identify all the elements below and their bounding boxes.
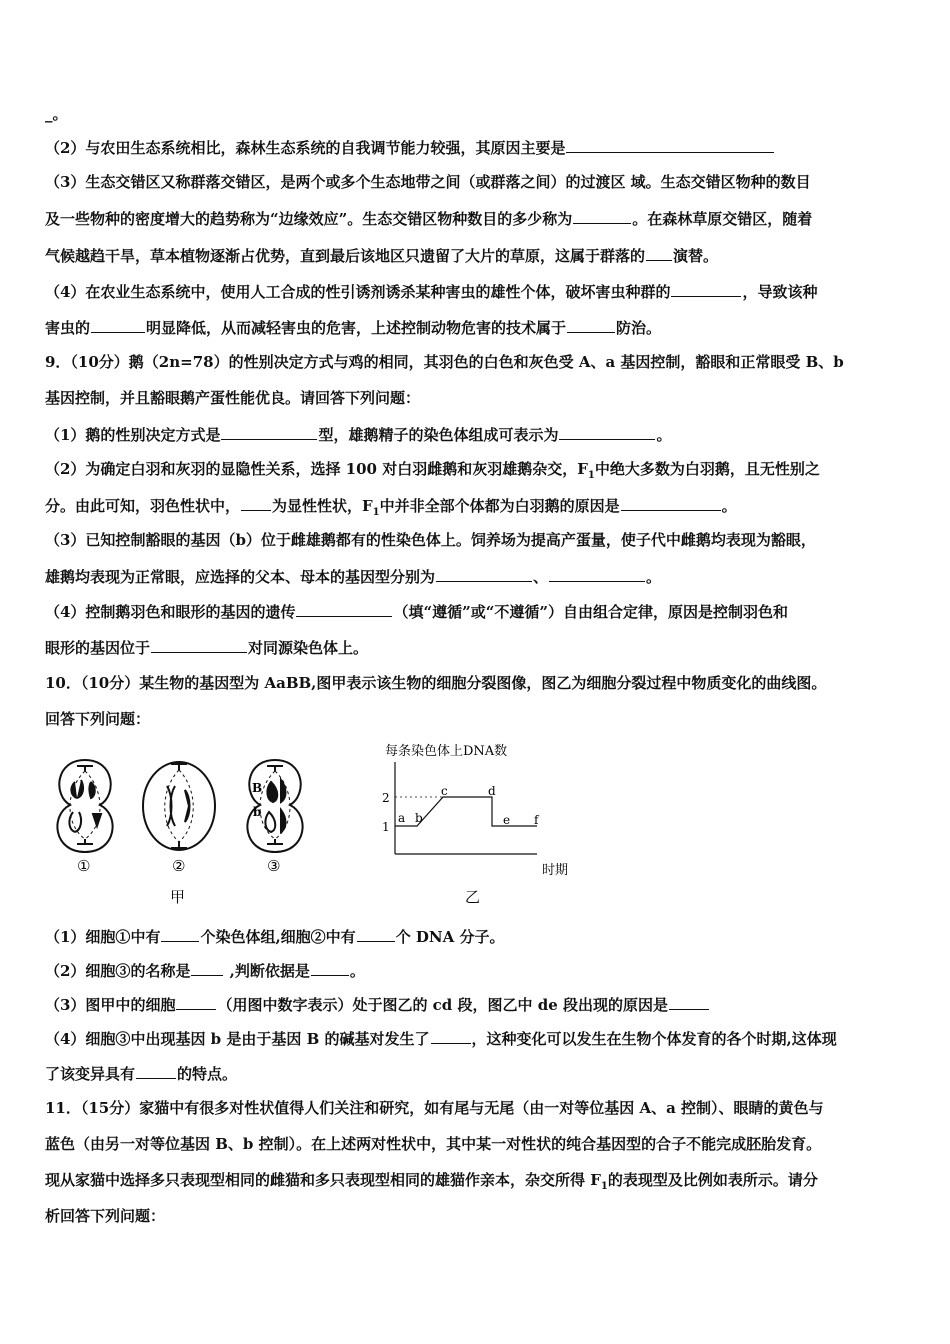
cell-label-1: ① <box>77 857 91 875</box>
graph-y-axis-label: 每条染色体上DNA数 <box>385 744 508 759</box>
answer-blank[interactable] <box>136 1063 176 1079</box>
figure-label-jia: 甲 <box>170 888 186 906</box>
answer-blank[interactable] <box>357 926 395 942</box>
answer-blank[interactable] <box>431 1028 471 1044</box>
question-9-part4b: 眼形的基因位于 对同源染色体上。 <box>45 639 369 657</box>
answer-blank[interactable] <box>296 601 392 617</box>
gene-label-b: b <box>253 805 262 819</box>
question-9-part3b: 雄鹅均表现为正常眼，应选择的父本、母本的基因型分别为 、 。 <box>45 568 662 586</box>
question-9-part3a: （3）已知控制豁眼的基因（b）位于雌雄鹅都有的性染色体上。饲养场为提高产蛋量，使子代中雌鹅均表现为豁眼， <box>45 531 816 549</box>
figure-cell-division <box>45 740 605 910</box>
answer-blank[interactable] <box>549 566 645 582</box>
answer-blank[interactable] <box>559 424 655 440</box>
question-11-line2: 蓝色（由另一对等位基因 B、b 控制）。在上述两对性状中，其中某一对性状的纯合基因型的合子不能完成胚胎发育。 <box>45 1135 822 1153</box>
answer-blank[interactable] <box>241 495 271 511</box>
answer-blank[interactable] <box>161 926 199 942</box>
graph-y-tick-1: 1 <box>382 820 390 834</box>
text-line-q8-4a: （4）在农业生态系统中，使用人工合成的性引诱剂诱杀某种害虫的雄性个体，破坏害虫种群的 ，导致该种 <box>45 283 818 301</box>
answer-blank[interactable] <box>669 994 709 1010</box>
text-line-q8-3a: （3）生态交错区又称群落交错区，是两个或多个生态地带之间（或群落之间）的过渡区 域。生态交错区物种的数目 <box>45 173 811 191</box>
question-10-line: 回答下列问题： <box>45 710 151 728</box>
graph-yi <box>382 743 568 878</box>
cell-label-2: ② <box>172 857 186 875</box>
graph-x-axis-label: 时期 <box>542 863 569 878</box>
answer-blank[interactable] <box>646 245 672 261</box>
question-11-line4: 析回答下列问题： <box>45 1207 166 1225</box>
graph-y-tick-2: 2 <box>382 791 390 805</box>
answer-blank[interactable] <box>176 994 216 1010</box>
question-9-header: 9．（10分）鹅（2n=78）的性别决定方式与鸡的相同，其羽色的白色和灰色受 A、a 基因控制，豁眼和正常眼受 B、b <box>45 353 844 371</box>
graph-point-label-c: c <box>441 784 448 798</box>
graph-point-label-b: b <box>415 811 423 825</box>
figure-label-yi: 乙 <box>465 888 481 906</box>
cell-1 <box>57 760 112 852</box>
question-10-part3: （3）图甲中的细胞 （用图中数字表示）处于图乙的 cd 段，图乙中 de 段出现的原因是 <box>45 994 710 1015</box>
answer-blank[interactable] <box>573 208 631 224</box>
text-line-q8-4b: 害虫的 明显降低，从而减轻害虫的危害，上述控制动物危害的技术属于 防治。 <box>45 319 662 337</box>
answer-blank[interactable] <box>567 317 615 333</box>
question-11-line3: 现从家猫中选择多只表现型相同的雌猫和多只表现型相同的雄猫作亲本，杂交所得 $F_1$的表现型及比例如表所示。请分 <box>45 1171 818 1192</box>
question-9-part4a: （4）控制鹅羽色和眼形的基因的遗传 （填“遵循”或“不遵循”）自由组合定律，原因是控制羽色和 <box>45 603 788 621</box>
graph-point-label-e: e <box>503 813 511 827</box>
text-line-q8-3c: 气候越趋干旱，草本植物逐渐占优势，直到最后该地区只遗留了大片的草原，这属于群落的 演替。 <box>45 247 719 265</box>
graph-point-label-a: a <box>398 811 406 825</box>
figure-svg <box>45 740 605 910</box>
question-9-part1: （1）鹅的性别决定方式是 型，雄鹅精子的染色体组成可表示为 。 <box>45 426 672 444</box>
answer-blank[interactable] <box>221 424 317 440</box>
question-9-part2a: （2）为确定白羽和灰羽的显隐性关系，选择 100 对白羽雌鹅和灰羽雄鹅杂交，$F_1$中绝大多数为白羽鹅，且无性别之 <box>45 460 820 481</box>
answer-blank[interactable] <box>311 960 349 976</box>
question-10-part4b: 了该变异具有 的特点。 <box>45 1065 238 1083</box>
graph-point-label-d: d <box>488 784 496 798</box>
question-10-header: 10．（10分）某生物的基因型为 AaBB,图甲表示该生物的细胞分裂图像，图乙为细胞分裂过程中物质变化的曲线图。 <box>45 674 827 692</box>
question-10-part4a: （4）细胞③中出现基因 b 是由于基因 B 的碱基对发生了 ，这种变化可以发生在生物个体发育的各个时期,这体现 <box>45 1030 837 1048</box>
question-11-header: 11．（15分）家猫中有很多对性状值得人们关注和研究，如有尾与无尾（由一对等位基因 A、a 控制）、眼睛的黄色与 <box>45 1099 824 1117</box>
graph-point-label-f: f <box>534 813 539 827</box>
question-9-part2b: 分。由此可知，羽色性状中， 为显性性状，$F_1$中并非全部个体都为白羽鹅的原因是 。 <box>45 497 737 518</box>
answer-blank[interactable] <box>91 317 145 333</box>
question-9-line: 基因控制，并且豁眼鹅产蛋性能优良。请回答下列问题： <box>45 389 421 407</box>
cell-2 <box>143 762 215 850</box>
answer-blank[interactable] <box>621 495 721 511</box>
answer-blank[interactable] <box>151 637 247 653</box>
answer-blank[interactable] <box>191 960 223 976</box>
text-line-0: _。 <box>45 105 68 123</box>
cell-label-3: ③ <box>267 857 281 875</box>
gene-label-B: B <box>252 781 263 795</box>
question-10-part2: （2）细胞③的名称是 ,判断依据是 。 <box>45 962 365 980</box>
answer-blank[interactable] <box>566 137 774 153</box>
answer-blank[interactable] <box>671 281 741 297</box>
text-line-q8-3b: 及一些物种的密度增大的趋势称为“边缘效应”。生态交错区物种数目的多少称为 。在森林草原交错区，随着 <box>45 210 813 228</box>
text-line-q8-2: （2）与农田生态系统相比，森林生态系统的自我调节能力较强，其原因主要是 <box>45 137 775 158</box>
question-10-part1: （1）细胞①中有 个染色体组,细胞②中有 个 DNA 分子。 <box>45 928 505 946</box>
answer-blank[interactable] <box>436 566 532 582</box>
